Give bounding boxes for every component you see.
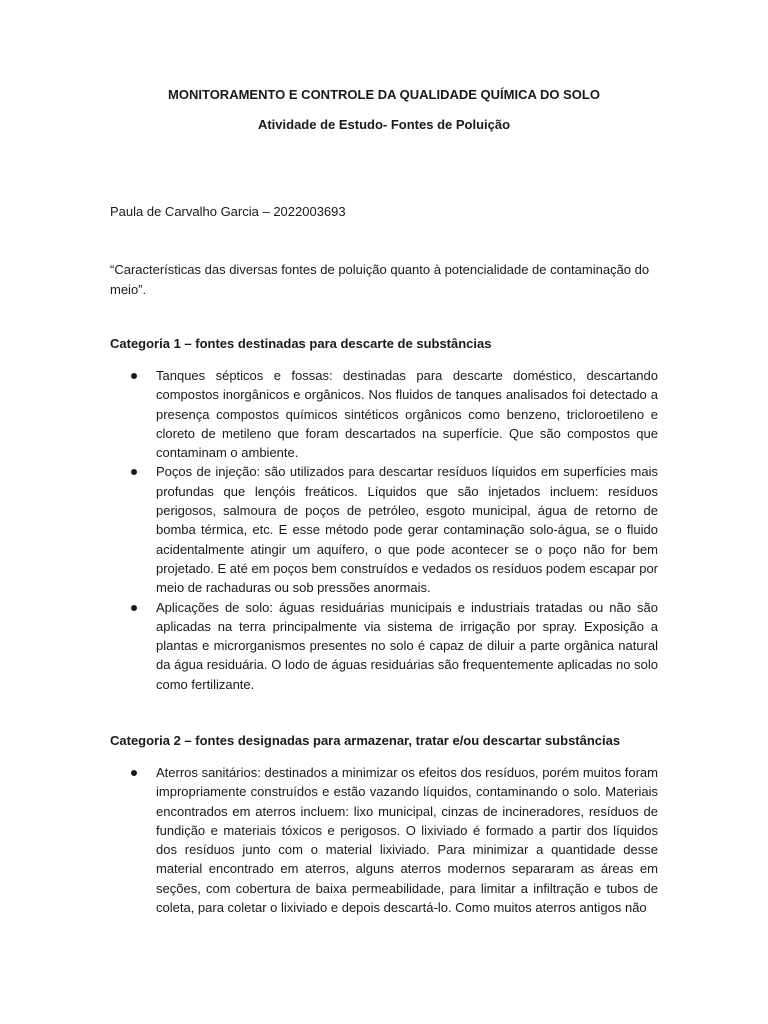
list-item-text: Aterros sanitários: destinados a minimizar os efeitos dos resíduos, porém muitos foram impropriamente construídos e estão vazando líquidos, contaminando o solo. Materiais encontrados em aterros incluem: lixo municipal, cinzas de incineradores, resíduos de fundição e materiais tóxicos e perigosos. O lixiviado é formado a partir dos líquidos dos resíduos junto com o material lixiviado. Para minimizar a quantidade desse material encontrado em aterros, alguns aterros modernos separaram as áreas em seções, com cobertura de baixa permeabilidade, para limitar a infiltração e tubos de coleta, para coletar o lixiviado e depois descartá-lo. Como muitos aterros antigos não (156, 765, 658, 916)
bullet-icon (131, 469, 137, 475)
bullet-icon (131, 770, 137, 776)
bullet-icon (131, 605, 137, 611)
bullet-icon (131, 373, 137, 379)
document-subtitle: Atividade de Estudo- Fontes de Poluição (257, 117, 511, 132)
category-1-list (156, 366, 658, 694)
list-item-text: Poços de injeção: são utilizados para descartar resíduos líquidos em superfícies mais profundas que lençóis freáticos. Líquidos que são injetados incluem: resíduos perigosos, salmoura de poços de petróleo, esgoto municipal, água de retorno de bomba térmica, etc. E esse método pode gerar contaminação solo-água, se o fluido acidentalmente atingir um aquífero, o que pode acontecer se o poço não for bem projetado. E até em poços bem construídos e vedados os resíduos podem escapar por meio de rachaduras ou sob pressões anormais. (156, 464, 658, 596)
assignment-quote: “Características das diversas fontes de poluição quanto à potencialidade de contaminação do meio”. (110, 262, 650, 297)
list-item (156, 598, 658, 694)
list-item (156, 366, 658, 462)
category-1-heading: Categoria 1 – fontes destinadas para descarte de substâncias (110, 336, 492, 351)
list-item (156, 462, 658, 597)
category-2-heading: Categoria 2 – fontes designadas para armazenar, tratar e/ou descartar substâncias (110, 733, 621, 748)
list-item (156, 763, 658, 917)
author-line: Paula de Carvalho Garcia – 2022003693 (110, 204, 346, 219)
category-2-list (156, 763, 658, 917)
document-title: MONITORAMENTO E CONTROLE DA QUALIDADE QUÍMICA DO SOLO (168, 87, 600, 102)
list-item-text: Tanques sépticos e fossas: destinadas para descarte doméstico, descartando compostos inorgânicos e orgânicos. Nos fluidos de tanques analisados foi detectado a presença compostos químicos sintéticos orgânicos como benzeno, tricloroetileno e cloreto de metileno que foram descartados na superfície. Que são compostos que contaminam o ambiente. (156, 368, 658, 461)
list-item-text: Aplicações de solo: águas residuárias municipais e industriais tratadas ou não são aplicadas na terra principalmente via sistema de irrigação por spray. Exposição a plantas e microrganismos presentes no solo é capaz de diluir a parte orgânica natural da água residuária. O lodo de águas residuárias são frequentemente aplicadas no solo como fertilizante. (156, 599, 658, 692)
